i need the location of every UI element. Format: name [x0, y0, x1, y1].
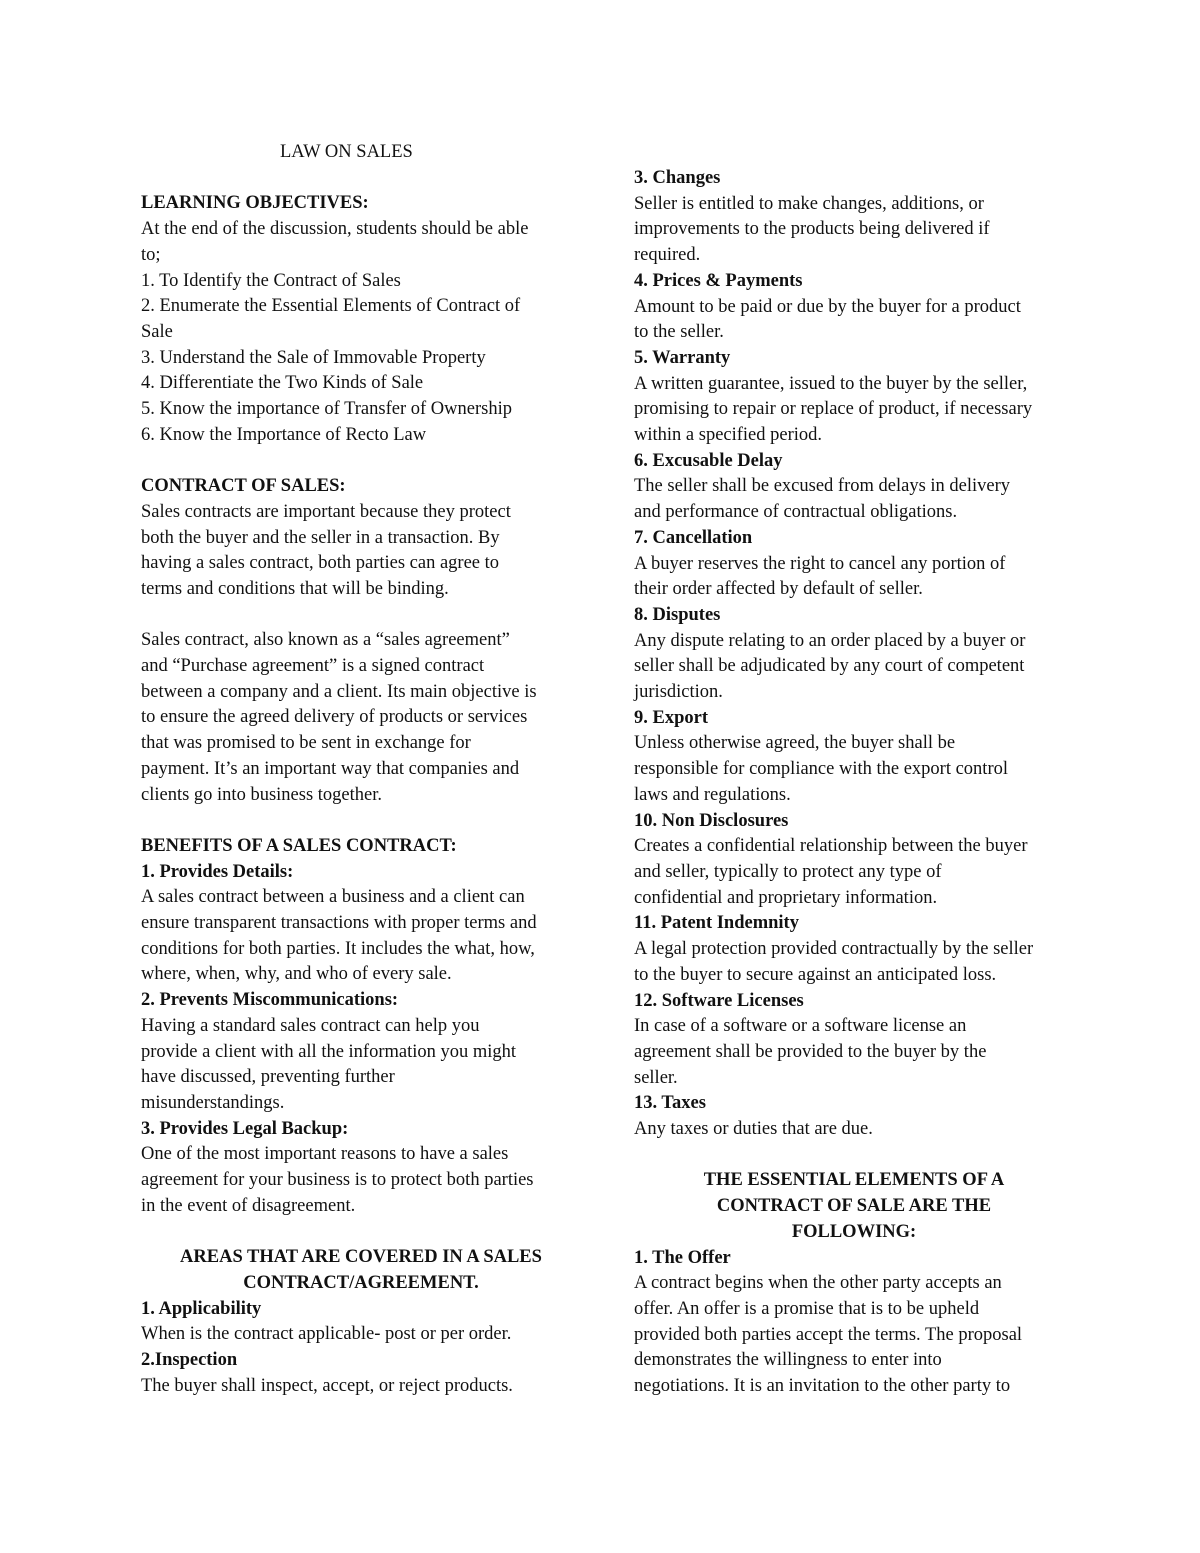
- body-text-line: in the event of disagreement.: [141, 1195, 356, 1216]
- heading-6-excusable-delay: 6. Excusable Delay: [634, 450, 783, 471]
- left-column: [141, 140, 581, 1399]
- body-text-line: 3. Understand the Sale of Immovable Property: [141, 347, 486, 368]
- body-text-line: have discussed, preventing further: [141, 1067, 395, 1088]
- body-text-line: confidential and proprietary information.: [634, 887, 938, 908]
- body-text-line: required.: [634, 245, 701, 266]
- body-text-line: offer. An offer is a promise that is to be upheld: [634, 1298, 980, 1319]
- body-text-line: seller.: [634, 1067, 678, 1088]
- body-text-line: between a company and a client. Its main objective is: [141, 681, 537, 702]
- body-text-line: provided both parties accept the terms. The proposal: [634, 1324, 1023, 1345]
- body-text-line: to;: [141, 244, 161, 265]
- body-text-line: The buyer shall inspect, accept, or reject products.: [141, 1375, 513, 1396]
- heading-7-cancellation: 7. Cancellation: [634, 527, 753, 548]
- body-text-line: Unless otherwise agreed, the buyer shall be: [634, 733, 956, 754]
- body-text-line: A contract begins when the other party accepts an: [634, 1273, 1002, 1294]
- body-text-line: jurisdiction.: [634, 682, 723, 703]
- body-text-line: their order affected by default of seller.: [634, 579, 923, 600]
- body-text-line: agreement for your business is to protect both parties: [141, 1170, 534, 1191]
- heading-1-applicability: 1. Applicability: [141, 1298, 262, 1319]
- body-text-line: laws and regulations.: [634, 784, 791, 805]
- body-text-line: 4. Differentiate the Two Kinds of Sale: [141, 373, 424, 394]
- body-text-line: clients go into business together.: [141, 784, 382, 805]
- blank-line: [141, 448, 581, 474]
- body-text-line: where, when, why, and who of every sale.: [141, 964, 452, 985]
- heading-contract-of-sales: CONTRACT OF SALES:: [141, 476, 346, 497]
- body-text-line: agreement shall be provided to the buyer by the: [634, 1041, 987, 1062]
- body-text-line: Sale: [141, 321, 173, 342]
- body-text-line: A buyer reserves the right to cancel any portion of: [634, 553, 1006, 574]
- body-text-line: Having a standard sales contract can help you: [141, 1015, 480, 1036]
- heading-1-provides-details: 1. Provides Details:: [141, 861, 294, 882]
- heading-13-taxes: 13. Taxes: [634, 1093, 706, 1114]
- body-text-line: that was promised to be sent in exchange for: [141, 733, 471, 754]
- section-heading-following: FOLLOWING:: [791, 1221, 917, 1242]
- body-text-line: Sales contracts are important because they protect: [141, 501, 511, 522]
- heading-11-patent-indemnity: 11. Patent Indemnity: [634, 913, 799, 934]
- body-text-line: 5. Know the importance of Transfer of Ownership: [141, 399, 512, 420]
- body-text-line: Seller is entitled to make changes, additions, or: [634, 193, 984, 214]
- body-text-line: payment. It’s an important way that companies and: [141, 758, 520, 779]
- body-text-line: within a specified period.: [634, 425, 823, 446]
- body-text-line: and seller, typically to protect any type of: [634, 861, 942, 882]
- heading-2-inspection: 2.Inspection: [141, 1349, 238, 1370]
- body-text-line: Amount to be paid or due by the buyer for a product: [634, 296, 1021, 317]
- body-text-line: One of the most important reasons to have a sales: [141, 1144, 509, 1165]
- heading-5-warranty: 5. Warranty: [634, 347, 731, 368]
- heading-10-non-disclosures: 10. Non Disclosures: [634, 810, 789, 831]
- right-column: [634, 166, 1074, 1400]
- blank-line: [634, 1143, 1074, 1169]
- section-heading-contract-agreement: CONTRACT/AGREEMENT.: [243, 1272, 479, 1293]
- section-heading-contract-of-sale-are-the: CONTRACT OF SALE ARE THE: [716, 1196, 992, 1217]
- heading-3-provides-legal-backup: 3. Provides Legal Backup:: [141, 1118, 349, 1139]
- section-heading-the-essential-elements-of-a: THE ESSENTIAL ELEMENTS OF A: [703, 1170, 1005, 1191]
- body-text-line: to the buyer to secure against an anticipated loss.: [634, 964, 997, 985]
- body-text-line: The seller shall be excused from delays in delivery: [634, 476, 1011, 497]
- heading-2-prevents-miscommunications: 2. Prevents Miscommunications:: [141, 990, 399, 1011]
- body-text-line: A sales contract between a business and a client can: [141, 887, 525, 908]
- blank-line: [141, 1219, 581, 1245]
- body-text-line: promising to repair or replace of product, if necessary: [634, 399, 1033, 420]
- section-heading-areas-that-are-covered-in-a-sales: AREAS THAT ARE COVERED IN A SALES: [180, 1247, 542, 1268]
- blank-line: [141, 166, 581, 192]
- body-text-line: At the end of the discussion, students should be able: [141, 219, 529, 240]
- body-text-line: responsible for compliance with the export control: [634, 759, 1009, 780]
- body-text-line: conditions for both parties. It includes the what, how,: [141, 938, 535, 959]
- body-text-line: to ensure the agreed delivery of products or services: [141, 707, 528, 728]
- heading-1-the-offer: 1. The Offer: [634, 1247, 731, 1268]
- body-text-line: Any dispute relating to an order placed by a buyer or: [634, 630, 1026, 651]
- heading-learning-objectives: LEARNING OBJECTIVES:: [141, 193, 369, 214]
- body-text-line: improvements to the products being delivered if: [634, 219, 990, 240]
- body-text-line: A written guarantee, issued to the buyer by the seller,: [634, 373, 1028, 394]
- body-text-line: 6. Know the Importance of Recto Law: [141, 424, 427, 445]
- body-text-line: and performance of contractual obligations.: [634, 502, 958, 523]
- heading-benefits-of-a-sales-contract: BENEFITS OF A SALES CONTRACT:: [141, 835, 457, 856]
- body-text-line: seller shall be adjudicated by any court of competent: [634, 656, 1025, 677]
- body-text-line: Sales contract, also known as a “sales agreement”: [141, 630, 510, 651]
- document-title: LAW ON SALES: [280, 142, 413, 162]
- body-text-line: ensure transparent transactions with proper terms and: [141, 913, 537, 934]
- body-text-line: 1. To Identify the Contract of Sales: [141, 270, 401, 291]
- body-text-line: terms and conditions that will be binding.: [141, 578, 449, 599]
- body-text-line: A legal protection provided contractually by the seller: [634, 939, 1034, 960]
- body-text-line: misunderstandings.: [141, 1092, 285, 1113]
- body-text-line: When is the contract applicable- post or per order.: [141, 1324, 512, 1345]
- body-text-line: to the seller.: [634, 322, 724, 343]
- body-text-line: 2. Enumerate the Essential Elements of Contract of: [141, 296, 521, 317]
- heading-3-changes: 3. Changes: [634, 168, 721, 188]
- body-text-line: demonstrates the willingness to enter into: [634, 1350, 942, 1371]
- blank-line: [141, 808, 581, 834]
- heading-9-export: 9. Export: [634, 707, 708, 728]
- body-text-line: both the buyer and the seller in a transaction. By: [141, 527, 500, 548]
- heading-8-disputes: 8. Disputes: [634, 604, 721, 625]
- body-text-line: Creates a confidential relationship between the buyer: [634, 836, 1028, 857]
- body-text-line: having a sales contract, both parties can agree to: [141, 553, 500, 574]
- heading-12-software-licenses: 12. Software Licenses: [634, 990, 804, 1011]
- body-text-line: In case of a software or a software license an: [634, 1016, 967, 1037]
- body-text-line: Any taxes or duties that are due.: [634, 1119, 873, 1140]
- body-text-line: and “Purchase agreement” is a signed contract: [141, 656, 485, 677]
- body-text-line: negotiations. It is an invitation to the other party to: [634, 1376, 1011, 1397]
- blank-line: [141, 603, 581, 629]
- heading-4-prices-payments: 4. Prices & Payments: [634, 270, 803, 291]
- body-text-line: provide a client with all the information you might: [141, 1041, 517, 1062]
